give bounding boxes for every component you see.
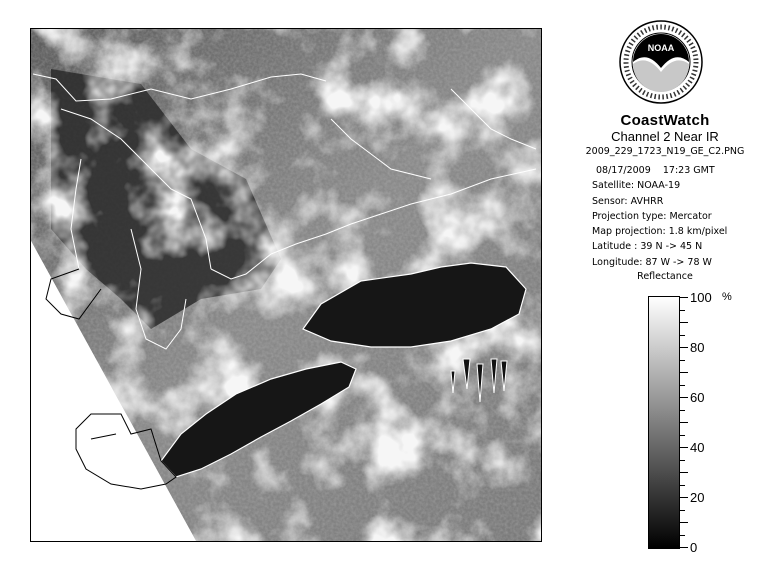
colorbar-tick xyxy=(680,522,688,523)
time-value: 17:23 GMT xyxy=(662,165,715,176)
noaa-logo xyxy=(619,20,703,104)
longitude-line: Longitude: 87 W -> 78 W xyxy=(592,256,712,268)
colorbar-tick xyxy=(680,497,688,498)
colorbar-tick xyxy=(680,485,685,486)
colorbar-tick xyxy=(680,510,685,511)
sensor-line: Sensor: AVHRR xyxy=(592,195,664,207)
channel-label: Channel 2 Near IR xyxy=(611,129,719,144)
colorbar-tick xyxy=(680,410,685,411)
colorbar-tick xyxy=(680,397,688,398)
colorbar-tick xyxy=(680,460,685,461)
satellite-line: Satellite: NOAA-19 xyxy=(592,180,681,192)
colorbar-tick-label: 20 xyxy=(690,490,705,505)
colorbar-tick-label: 100 xyxy=(690,290,712,305)
colorbar-tick xyxy=(680,372,688,373)
colorbar-tick xyxy=(680,547,688,548)
colorbar-tick xyxy=(680,447,688,448)
metadata-block xyxy=(592,163,777,270)
colorbar-tick xyxy=(680,422,688,423)
colorbar-tick-label: 40 xyxy=(690,440,705,455)
colorbar-tick xyxy=(680,360,685,361)
colorbar-tick xyxy=(680,322,688,323)
app-title: CoastWatch xyxy=(620,112,710,129)
projection-type-line: Projection type: Mercator xyxy=(592,210,712,222)
date-value: 08/17/2009 xyxy=(596,165,651,176)
colorbar-tick xyxy=(680,535,685,536)
colorbar-label: Reflectance xyxy=(637,271,693,282)
latitude-line: Latitude : 39 N -> 45 N xyxy=(592,241,703,253)
colorbar-tick xyxy=(680,347,688,348)
map-projection-line: Map projection: 1.8 km/pixel xyxy=(592,226,728,238)
satellite-map xyxy=(31,29,541,541)
colorbar-tick-label: 0 xyxy=(690,540,698,555)
colorbar-tick-label: 60 xyxy=(690,390,705,405)
colorbar-unit: % xyxy=(722,291,732,303)
datetime-line xyxy=(592,163,777,178)
filename-label: 2009_229_1723_N19_GE_C2.PNG xyxy=(585,146,745,157)
colorbar-tick xyxy=(680,435,685,436)
colorbar-tick xyxy=(680,335,685,336)
satellite-image xyxy=(30,28,542,542)
colorbar-tick-label: 80 xyxy=(690,340,705,355)
colorbar-tick xyxy=(680,310,685,311)
colorbar xyxy=(648,296,680,549)
colorbar-tick xyxy=(680,297,688,298)
colorbar-tick xyxy=(680,385,685,386)
title-block xyxy=(560,112,770,158)
noaa-logo-text: NOAA xyxy=(647,43,675,53)
colorbar-tick xyxy=(680,472,688,473)
